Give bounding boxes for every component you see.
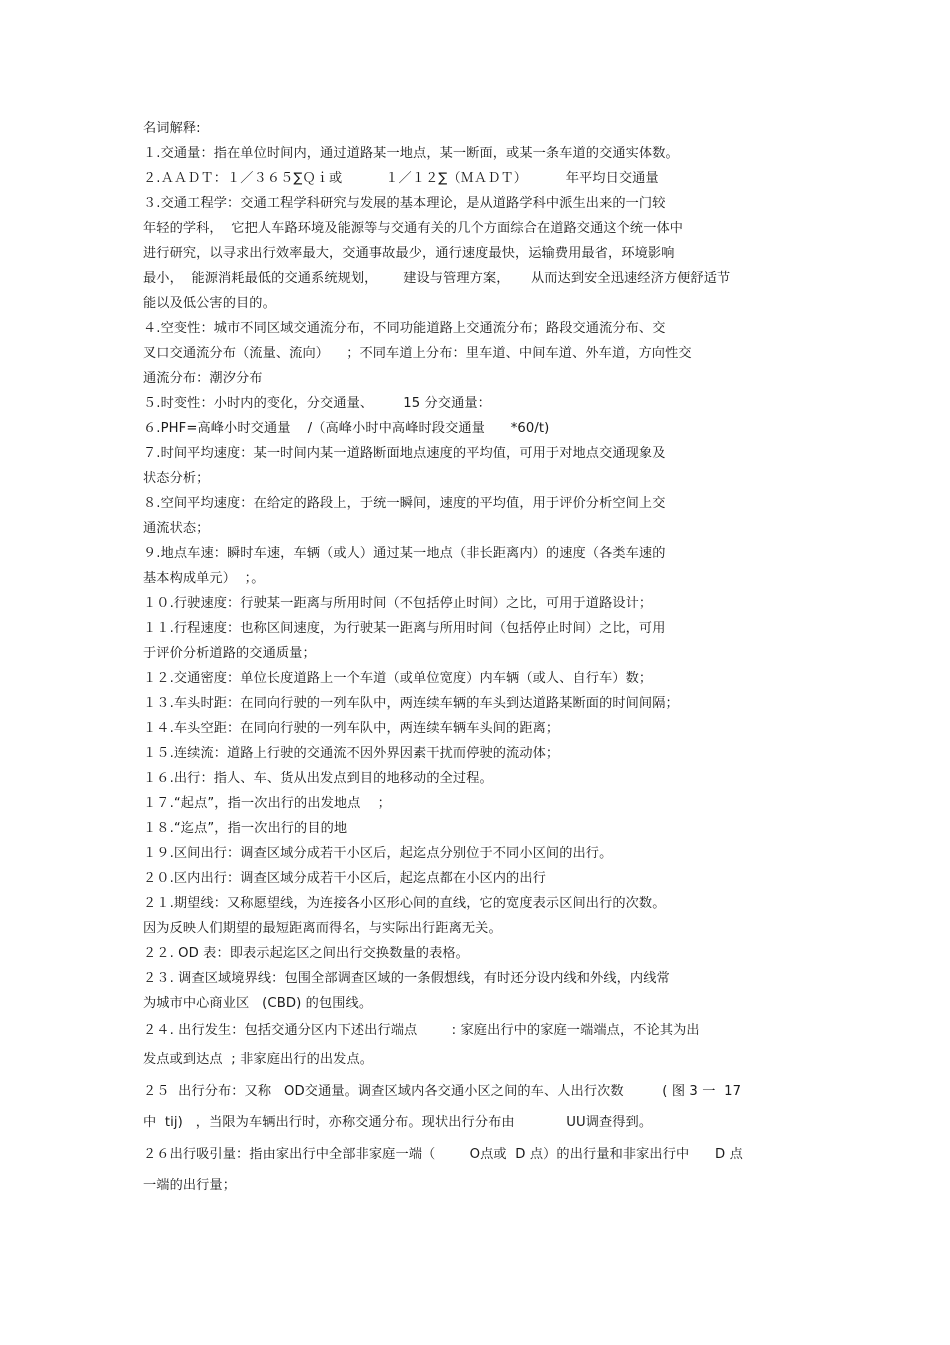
text-line: ２５ 出行分布：又称 OD交通量。调查区域内各交通小区之间的车、人出行次数 ( 图 3 一 17 bbox=[143, 1084, 742, 1099]
text-line: 通流状态； bbox=[143, 521, 210, 536]
text-line: ２.ＡＡＤＴ：１／３６５∑Ｑｉ或 １／１２∑（ＭＡＤＴ） 年平均日交通量 bbox=[143, 171, 659, 186]
text-line: ２４. 出行发生：包括交通分区内下述出行端点 : 家庭出行中的家庭一端端点，不论其为出 bbox=[143, 1023, 700, 1038]
text-line: １６.出行：指人、车、货从出发点到目的地移动的全过程。 bbox=[143, 771, 493, 786]
text-line: ２６出行吸引量：指由家出行中全部非家庭一端（ O点或 D 点）的出行量和非家出行中 D 点 bbox=[143, 1147, 743, 1162]
text-line: １１.行程速度：也称区间速度，为行驶某一距离与所用时间（包括停止时间）之比，可用 bbox=[143, 621, 666, 636]
text-line: 通流分布：潮汐分布 bbox=[143, 371, 263, 386]
text-line: 于评价分析道路的交通质量； bbox=[143, 646, 316, 661]
text-line: １４.车头空距：在同向行驶的一列车队中，两连续车辆车头间的距离； bbox=[143, 721, 560, 736]
text-line: １９.区间出行：调查区域分成若干小区后，起迄点分别位于不同小区间的出行。 bbox=[143, 846, 613, 861]
text-line: １３.车头时距：在同向行驶的一列车队中，两连续车辆的车头到达道路某断面的时间间隔； bbox=[143, 696, 679, 711]
text-line: 叉口交通流分布（流量、流向） ；不同车道上分布：里车道、中间车道、外车道，方向性交 bbox=[143, 346, 692, 361]
text-line: 基本构成单元） ；。 bbox=[143, 571, 265, 586]
text-line: 状态分析； bbox=[143, 471, 210, 486]
text-line: １０.行驶速度：行驶某一距离与所用时间（不包括停止时间）之比，可用于道路设计； bbox=[143, 596, 653, 611]
text-line: 一端的出行量； bbox=[143, 1178, 237, 1193]
text-line: ４.空变性：城市不同区域交通流分布，不同功能道路上交通流分布；路段交通流分布、交 bbox=[143, 321, 666, 336]
text-line: １２.交通密度：单位长度道路上一个车道（或单位宽度）内车辆（或人、自行车）数； bbox=[143, 671, 653, 686]
text-line: 为城市中心商业区 (CBD) 的包围线。 bbox=[143, 996, 373, 1011]
text-line: ２０.区内出行：调查区域分成若干小区后，起迄点都在小区内的出行 bbox=[143, 871, 546, 886]
text-line: ５.时变性：小时内的变化，分交通量、 15 分交通量： bbox=[143, 396, 491, 411]
text-line: ３.交通工程学：交通工程学科研究与发展的基本理论，是从道路学科中派生出来的一门较 bbox=[143, 196, 666, 211]
text-line: 发点或到达点 ; 非家庭出行的出发点。 bbox=[143, 1052, 374, 1067]
text-line: 进行研究，以寻求出行效率最大，交通事故最少，通行速度最快，运输费用最省，环境影响 bbox=[143, 246, 675, 261]
section-heading: 名词解释: bbox=[143, 121, 201, 136]
text-line: １.交通量：指在单位时间内，通过道路某一地点，某一断面，或某一条车道的交通实体数。 bbox=[143, 146, 679, 161]
text-line: 最小， 能源消耗最低的交通系统规划， 建设与管理方案， 从而达到安全迅速经济方便舒适节 bbox=[143, 271, 731, 286]
text-line: １８.“迄点”，指一次出行的目的地 bbox=[143, 821, 348, 836]
text-line: １５.连续流：道路上行驶的交通流不因外界因素干扰而停驶的流动体； bbox=[143, 746, 560, 761]
text-line: ９.地点车速：瞬时车速，车辆（或人）通过某一地点（非长距离内）的速度（各类车速的 bbox=[143, 546, 666, 561]
text-line: 中 tij) ，当限为车辆出行时，亦称交通分布。现状出行分布由 UU调查得到。 bbox=[143, 1115, 653, 1130]
text-line: ６.PHF=高峰小时交通量 /（高峰小时中高峰时段交通量 *60/t) bbox=[143, 421, 550, 436]
text-line: ２３. 调查区域境界线：包围全部调查区域的一条假想线，有时还分设内线和外线，内线常 bbox=[143, 971, 670, 986]
text-line: 能以及低公害的目的。 bbox=[143, 296, 276, 311]
text-line: ７.时间平均速度：某一时间内某一道路断面地点速度的平均值，可用于对地点交通现象及 bbox=[143, 446, 666, 461]
text-line: １７.“起点”，指一次出行的出发地点 ； bbox=[143, 796, 391, 811]
text-line: ２１.期望线：又称愿望线，为连接各小区形心间的直线，它的宽度表示区间出行的次数。 bbox=[143, 896, 666, 911]
text-line: 年轻的学科， 它把人车路环境及能源等与交通有关的几个方面综合在道路交通这个统一体中 bbox=[143, 221, 684, 236]
text-line: ８.空间平均速度：在给定的路段上，于统一瞬间，速度的平均值，用于评价分析空间上交 bbox=[143, 496, 666, 511]
text-line: ２２. OD 表：即表示起迄区之间出行交换数量的表格。 bbox=[143, 946, 469, 961]
text-line: 因为反映人们期望的最短距离而得名，与实际出行距离无关。 bbox=[143, 921, 502, 936]
